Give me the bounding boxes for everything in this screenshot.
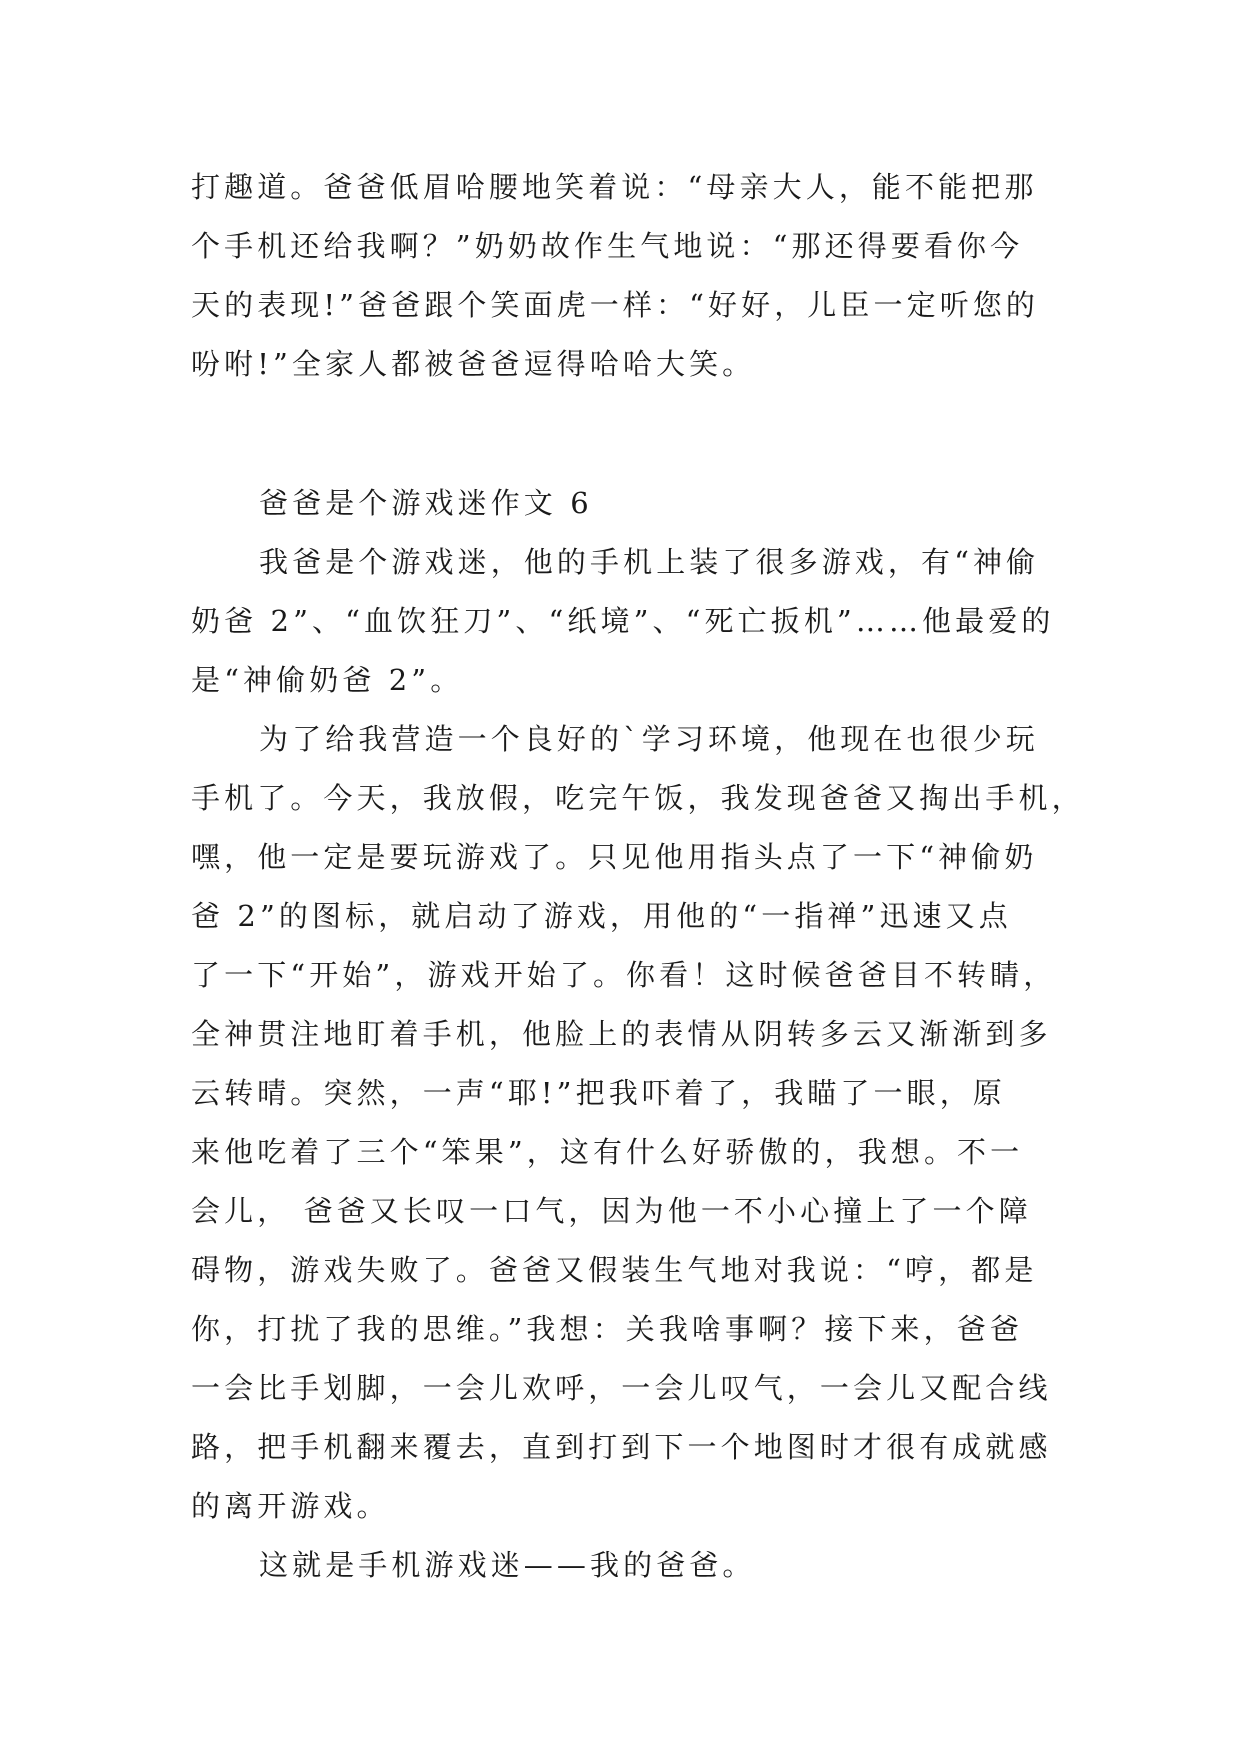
text-line: 了一下“开始”，游戏开始了。你看！这时候爸爸目不转睛， xyxy=(191,958,1057,992)
text-line: 这就是手机游戏迷——我的爸爸。 xyxy=(259,1548,756,1582)
text-line: 吩咐!”全家人都被爸爸逗得哈哈大笑。 xyxy=(191,347,756,381)
text-line: 全神贯注地盯着手机，他脸上的表情从阴转多云又渐渐到多 xyxy=(191,1017,1052,1051)
text-line: 路，把手机翻来覆去，直到打到下一个地图时才很有成就感 xyxy=(191,1430,1052,1464)
text-line: 会儿， 爸爸又长叹一口气，因为他一不小心撞上了一个障 xyxy=(191,1194,1032,1228)
text-line: 打趣道。爸爸低眉哈腰地笑着说：“母亲大人，能不能把那 xyxy=(191,170,1038,204)
essay-title: 爸爸是个游戏迷作文 6 xyxy=(259,486,593,520)
text-line: 奶爸 2”、“血饮狂刀”、“纸境”、“死亡扳机”……他最爱的 xyxy=(191,604,1055,638)
section-gap xyxy=(191,394,1051,474)
text-line: 云转晴。突然，一声“耶!”把我吓着了，我瞄了一眼，原 xyxy=(191,1076,1006,1110)
text-line: 手机了。今天，我放假，吃完午饭，我发现爸爸又掏出手机， xyxy=(191,781,1085,815)
text-line: 是“神偷奶爸 2”。 xyxy=(191,663,464,697)
text-line: 嘿，他一定是要玩游戏了。只见他用指头点了一下“神偷奶 xyxy=(191,840,1038,874)
text-line: 碍物，游戏失败了。爸爸又假装生气地对我说：“哼，都是 xyxy=(191,1253,1038,1287)
text-line: 个手机还给我啊？”奶奶故作生气地说：“那还得要看你今 xyxy=(191,229,1024,263)
text-line: 一会比手划脚，一会儿欢呼，一会儿叹气，一会儿又配合线 xyxy=(191,1371,1052,1405)
paragraph-2 xyxy=(191,710,1085,1536)
paragraph-1 xyxy=(191,533,1055,710)
text-line: 的离开游戏。 xyxy=(191,1489,390,1523)
text-line: 你，打扰了我的思维。”我想：关我啥事啊？接下来，爸爸 xyxy=(191,1312,1023,1346)
paragraph-3 xyxy=(191,1536,1051,1595)
text-line: 来他吃着了三个“笨果”，这有什么好骄傲的，我想。不一 xyxy=(191,1135,1024,1169)
text-line: 为了给我营造一个良好的`学习环境，他现在也很少玩 xyxy=(259,722,1039,756)
document-body xyxy=(191,158,1085,1595)
continued-paragraph xyxy=(191,158,1051,394)
text-line: 爸 2”的图标，就启动了游戏，用他的“一指禅”迅速又点 xyxy=(191,899,1012,933)
text-line: 天的表现!”爸爸跟个笑面虎一样：“好好，儿臣一定听您的 xyxy=(191,288,1040,322)
text-line: 我爸是个游戏迷，他的手机上装了很多游戏，有“神偷 xyxy=(259,545,1040,579)
